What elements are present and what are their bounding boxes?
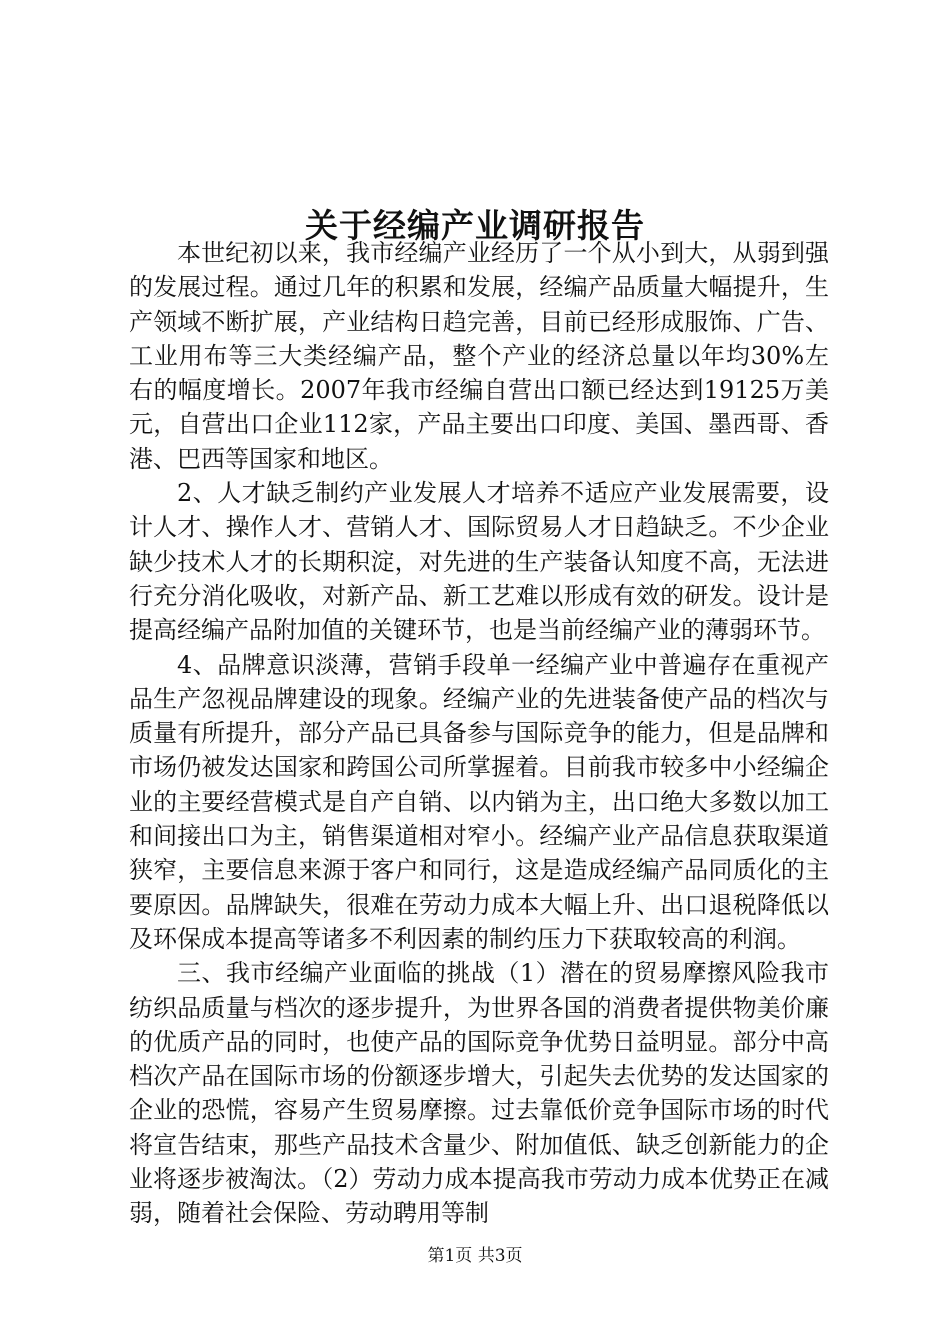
paragraph-brand: 4、品牌意识淡薄，营销手段单一经编产业中普遍存在重视产品生产忽视品牌建设的现象。经编产业的先进装备使产品的档次与质量有所提升，部分产品已具备参与国际竞争的能力，但是品牌和市场仍被发达国家和跨国公司所掌握着。目前我市较多中小经编企业的主要经营模式是自产自销、以内销为主，出口绝大多数以加工和间接出口为主，销售渠道相对窄小。经编产业产品信息获取渠道狭窄，主要信息来源于客户和同行，这是造成经编产品同质化的主要原因。品牌缺失，很难在劳动力成本大幅上升、出口退税降低以及环保成本提高等诸多不利因素的制约压力下获取较高的利润。 — [129, 650, 829, 953]
paragraph-intro: 本世纪初以来，我市经编产业经历了一个从小到大，从弱到强的发展过程。通过几年的积累和发展，经编产品质量大幅提升，生产领域不断扩展，产业结构日趋完善，目前已经形成服饰、广告、工业用布等三大类经编产品，整个产业的经济总量以年均30%左右的幅度增长。2007年我市经编自营出口额已经达到19125万美元，自营出口企业112家，产品主要出口印度、美国、墨西哥、香港、巴西等国家和地区。 — [129, 239, 829, 473]
paragraph-talent: 2、人才缺乏制约产业发展人才培养不适应产业发展需要，设计人才、操作人才、营销人才、国际贸易人才日趋缺乏。不少企业缺少技术人才的长期积淀，对先进的生产装备认知度不高，无法进行充分消化吸收，对新产品、新工艺难以形成有效的研发。设计是提高经编产品附加值的关键环节，也是当前经编产业的薄弱环节。 — [129, 479, 829, 645]
document-title: 关于经编产业调研报告 — [305, 206, 645, 246]
document-body — [129, 236, 829, 1231]
page-number-footer: 第1页 共3页 — [427, 1246, 523, 1266]
paragraph-challenges: 三、我市经编产业面临的挑战（1）潜在的贸易摩擦风险我市纺织品质量与档次的逐步提升，为世界各国的消费者提供物美价廉的优质产品的同时，也使产品的国际竞争优势日益明显。部分中高档次产品在国际市场的份额逐步增大，引起失去优势的发达国家的企业的恐慌，容易产生贸易摩擦。过去靠低价竞争国际市场的时代将宣告结束，那些产品技术含量少、附加值低、缺乏创新能力的企业将逐步被淘汰。（2）劳动力成本提高我市劳动力成本优势正在减弱，随着社会保险、劳动聘用等制 — [129, 959, 829, 1228]
